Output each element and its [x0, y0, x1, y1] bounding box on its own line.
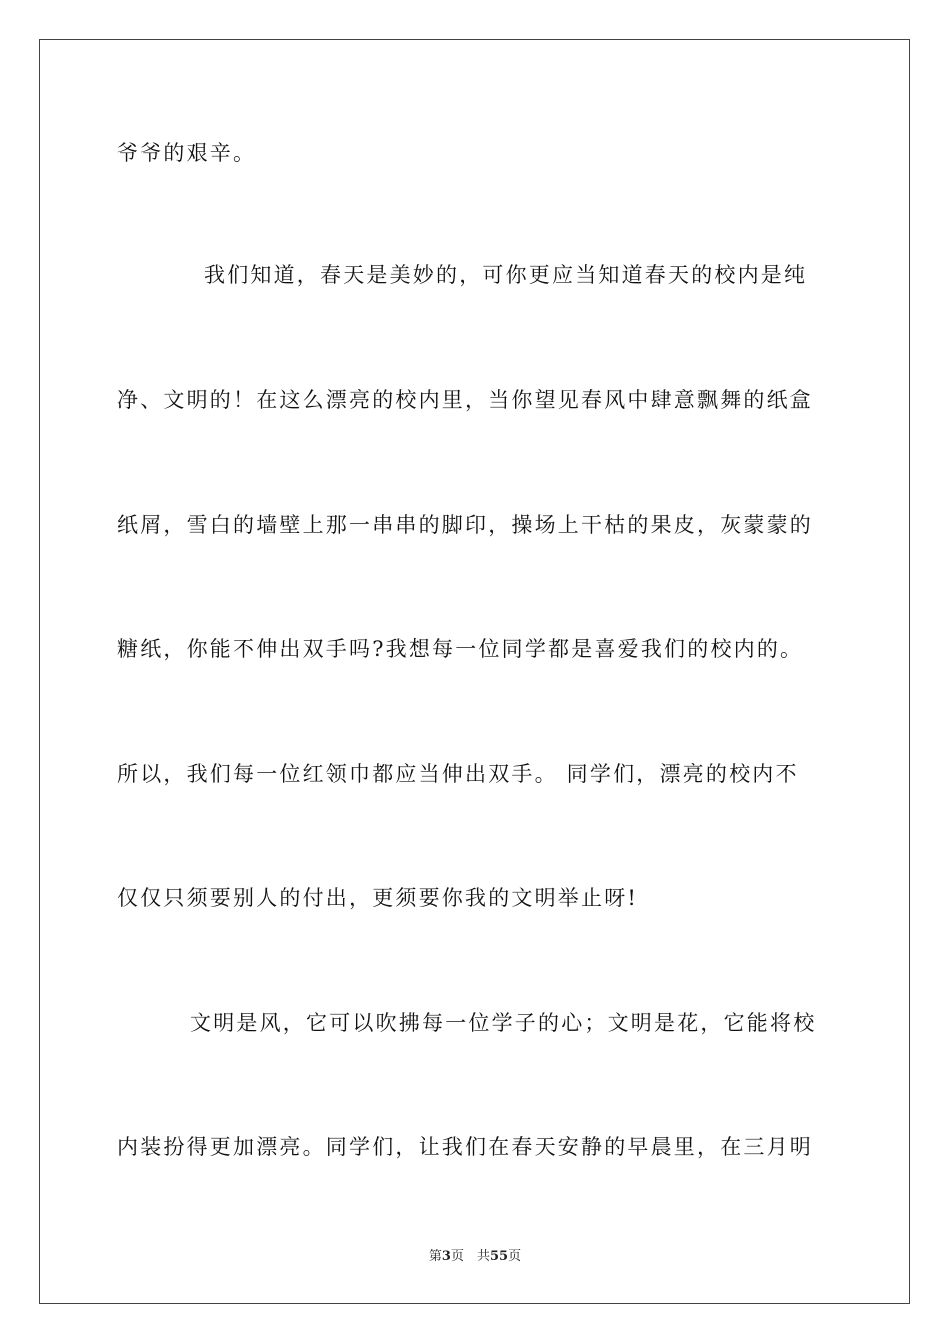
text-line-9: 内装扮得更加漂亮。同学们，让我们在春天安静的早晨里，在三月明 — [117, 1135, 813, 1159]
page-footer — [0, 1248, 950, 1266]
text-line-8: 文明是风，它可以吹拂每一位学子的心；文明是花，它能将校 — [190, 1011, 817, 1035]
footer-mid: 页 共 — [450, 1249, 490, 1264]
text-line-6: 所以，我们每一位红领巾都应当伸出双手。 同学们，漂亮的校内不 — [117, 762, 799, 786]
footer-page-number: 3 — [441, 1249, 451, 1264]
text-line-5: 糖纸，你能不伸出双手吗?我想每一位同学都是喜爱我们的校内的。 — [117, 637, 804, 661]
text-line-3: 净、文明的！在这么漂亮的校内里，当你望见春风中肆意飘舞的纸盒 — [117, 388, 813, 412]
footer-prefix: 第 — [428, 1249, 442, 1264]
text-line-4: 纸屑，雪白的墙壁上那一串串的脚印，操场上干枯的果皮，灰蒙蒙的 — [117, 513, 813, 537]
footer-total-pages: 55 — [489, 1249, 509, 1264]
page-border — [39, 39, 910, 1304]
text-line-2: 我们知道，春天是美妙的，可你更应当知道春天的校内是纯 — [204, 263, 808, 287]
text-line-7: 仅仅只须要别人的付出，更须要你我的文明举止呀! — [117, 886, 639, 910]
text-line-1: 爷爷的艰辛。 — [117, 141, 257, 165]
footer-suffix: 页 — [508, 1249, 522, 1264]
